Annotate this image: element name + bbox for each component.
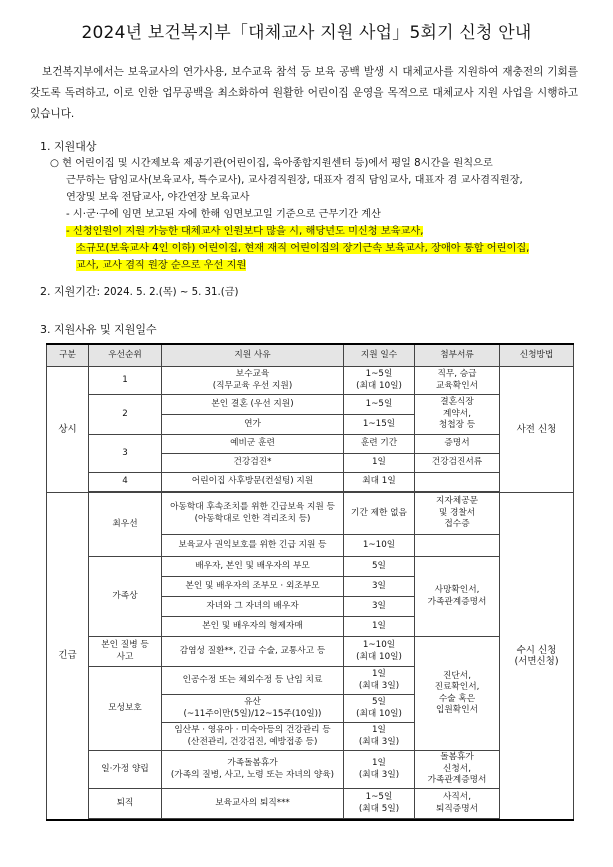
days-cell: 1일 (최대 3일)	[344, 667, 415, 695]
docs-cell: 지자체공문 및 경찰서 접수증	[415, 493, 500, 535]
reason-cell: 예비군 훈련	[162, 435, 344, 454]
reason-cell: 연가	[162, 415, 344, 435]
section-heading-period	[40, 283, 239, 299]
priority-cell: 3	[89, 435, 162, 473]
days-cell: 3일	[344, 597, 415, 617]
table-row	[47, 435, 574, 454]
period-label: 2. 지원기간:	[40, 285, 101, 298]
page-title: 2024년 보건복지부「대체교사 지원 사업」5회기 신청 안내	[81, 23, 532, 43]
intro-paragraph: 보건복지부에서는 보육교사의 연가사용, 보수교육 참석 등 보육 공백 발생 시 대체교사를 지원하여 재충전의 기회를 갖도록 독려하고, 이로 인한 업무공백을 최소화하여 원활한 어린이집 운영을 목적으로 대체교사 지원 사업을 시행하고 있습니다.	[30, 66, 578, 120]
days-cell: 3일	[344, 577, 415, 597]
docs-cell: 사직서, 퇴직증명서	[415, 789, 500, 819]
reason-cell: 임산부 · 영유아 · 미숙아등의 건강관리 등 (산전관리, 건강검진, 예방접종 등)	[162, 723, 344, 751]
header-cell: 신청방법	[500, 344, 574, 367]
reason-cell: 감염성 질환**, 긴급 수술, 교통사고 등	[162, 637, 344, 667]
days-cell: 5일	[344, 557, 415, 577]
target-note: - 시·군·구에 임면 보고된 자에 한해 임면보고일 기준으로 근무기간 계산	[66, 209, 381, 220]
days-cell: 훈련 기간	[344, 435, 415, 454]
table-row	[47, 493, 574, 535]
header-cell: 지원 사유	[162, 344, 344, 367]
reason-cell: 건강검진*	[162, 454, 344, 473]
days-cell: 1일 (최대 3일)	[344, 723, 415, 751]
priority-cell: 4	[89, 473, 162, 492]
reason-cell: 가족돌봄휴가 (가족의 질병, 사고, 노령 또는 자녀의 양육)	[162, 751, 344, 789]
days-cell: 1~5일 (최대 10일)	[344, 367, 415, 395]
days-cell: 1~10일 (최대 10일)	[344, 637, 415, 667]
priority-note-highlight: 소규모(보육교사 4인 이하) 어린이집, 현재 재직 어린이집의 장기근속 보육교사, 장애아 통합 어린이집,	[76, 243, 530, 254]
priority-note-highlight: 교사, 교사 겸직 원장 순으로 우선 지원	[76, 260, 247, 271]
reason-cell: 보육교사 권익보호를 위한 긴급 지원 등	[162, 535, 344, 557]
table-row	[47, 637, 574, 667]
reason-cell: 자녀와 그 자녀의 배우자	[162, 597, 344, 617]
reason-cell: 본인 결혼 (우선 지원)	[162, 395, 344, 415]
docs-cell: 증명서	[415, 435, 500, 454]
support-table	[46, 343, 574, 821]
reason-cell: 어린이집 사후방문(컨설팅) 지원	[162, 473, 344, 492]
header-cell: 구분	[47, 344, 89, 367]
docs-cell: 건강검진서류	[415, 454, 500, 473]
table-row	[47, 557, 574, 577]
reason-cell: 보수교육 (직무교육 우선 지원)	[162, 367, 344, 395]
days-cell: 기간 제한 없음	[344, 493, 415, 535]
priority-note-highlight: - 신청인원이 지원 가능한 대체교사 인원보다 많을 시, 해당년도 미신청 보육교사,	[66, 226, 424, 237]
category-cell: 상시	[47, 367, 89, 493]
docs-cell: 진단서, 진료확인서, 수술 혹은 입원확인서	[415, 637, 500, 751]
priority-cell: 본인 질병 등 사고	[89, 637, 162, 667]
target-list	[50, 155, 570, 274]
table-row	[47, 751, 574, 789]
reason-cell: 인공수정 또는 체외수정 등 난임 치료	[162, 667, 344, 695]
priority-cell: 2	[89, 395, 162, 435]
days-cell: 1~5일	[344, 395, 415, 415]
docs-cell	[415, 535, 500, 557]
table-header-row	[47, 344, 574, 367]
section-heading-reasons: 3. 지원사유 및 지원일수	[40, 323, 157, 336]
days-cell: 1일	[344, 454, 415, 473]
table-row	[47, 789, 574, 819]
method-cell: 사전 신청	[500, 367, 574, 493]
priority-cell: 최우선	[89, 493, 162, 557]
target-line: 근무하는 담임교사(보육교사, 특수교사), 교사겸직원장, 대표자 겸직 담임교사, 대표자 겸 교사겸직원장,	[66, 175, 523, 186]
reason-cell: 배우자, 본인 및 배우자의 부모	[162, 557, 344, 577]
docs-cell: 결혼식장 계약서, 청첩장 등	[415, 395, 500, 435]
table-row	[47, 395, 574, 415]
priority-cell: 모성보호	[89, 667, 162, 751]
reason-cell: 본인 및 배우자의 조부모 · 외조부모	[162, 577, 344, 597]
table-row	[47, 473, 574, 492]
period-value: 2024. 5. 2.(목) ~ 5. 31.(금)	[103, 287, 239, 298]
docs-cell: 돌봄휴가 신청서, 가족관계증명서	[415, 751, 500, 789]
reason-cell: 아동학대 후속조치를 위한 긴급보육 지원 등 (아동학대로 인한 격리조치 등)	[162, 493, 344, 535]
days-cell: 1일	[344, 617, 415, 637]
table-row	[47, 367, 574, 395]
days-cell: 5일 (최대 10일)	[344, 695, 415, 723]
days-cell: 1~10일	[344, 535, 415, 557]
section-heading-target: 1. 지원대상	[40, 140, 97, 153]
header-cell: 첨부서류	[415, 344, 500, 367]
category-cell: 긴급	[47, 493, 89, 821]
days-cell: 1~5일 (최대 5일)	[344, 789, 415, 819]
priority-cell: 1	[89, 367, 162, 395]
target-line: 연장및 보육 전담교사, 야간연장 보육교사	[66, 192, 250, 203]
reason-cell: 본인 및 배우자의 형제자매	[162, 617, 344, 637]
days-cell: 최대 1일	[344, 473, 415, 492]
priority-cell: 가족상	[89, 557, 162, 637]
header-cell: 우선순위	[89, 344, 162, 367]
docs-cell	[415, 473, 500, 492]
target-line: ○ 현 어린이집 및 시간제보육 제공기관(어린이집, 육아종합지원센터 등)에서 평일 8시간을 원칙으로	[50, 158, 493, 169]
days-cell: 1~15일	[344, 415, 415, 435]
docs-cell: 직무, 승급 교육확인서	[415, 367, 500, 395]
header-cell: 지원 일수	[344, 344, 415, 367]
method-cell: 수시 신청 (서면신청)	[500, 493, 574, 821]
priority-cell: 일·가정 양립	[89, 751, 162, 789]
priority-cell: 퇴직	[89, 789, 162, 819]
reason-cell: 보육교사의 퇴직***	[162, 789, 344, 819]
docs-cell: 사망확인서, 가족관계증명서	[415, 557, 500, 637]
reason-cell: 유산 (~11주이만(5일)/12~15주(10일))	[162, 695, 344, 723]
days-cell: 1일 (최대 3일)	[344, 751, 415, 789]
